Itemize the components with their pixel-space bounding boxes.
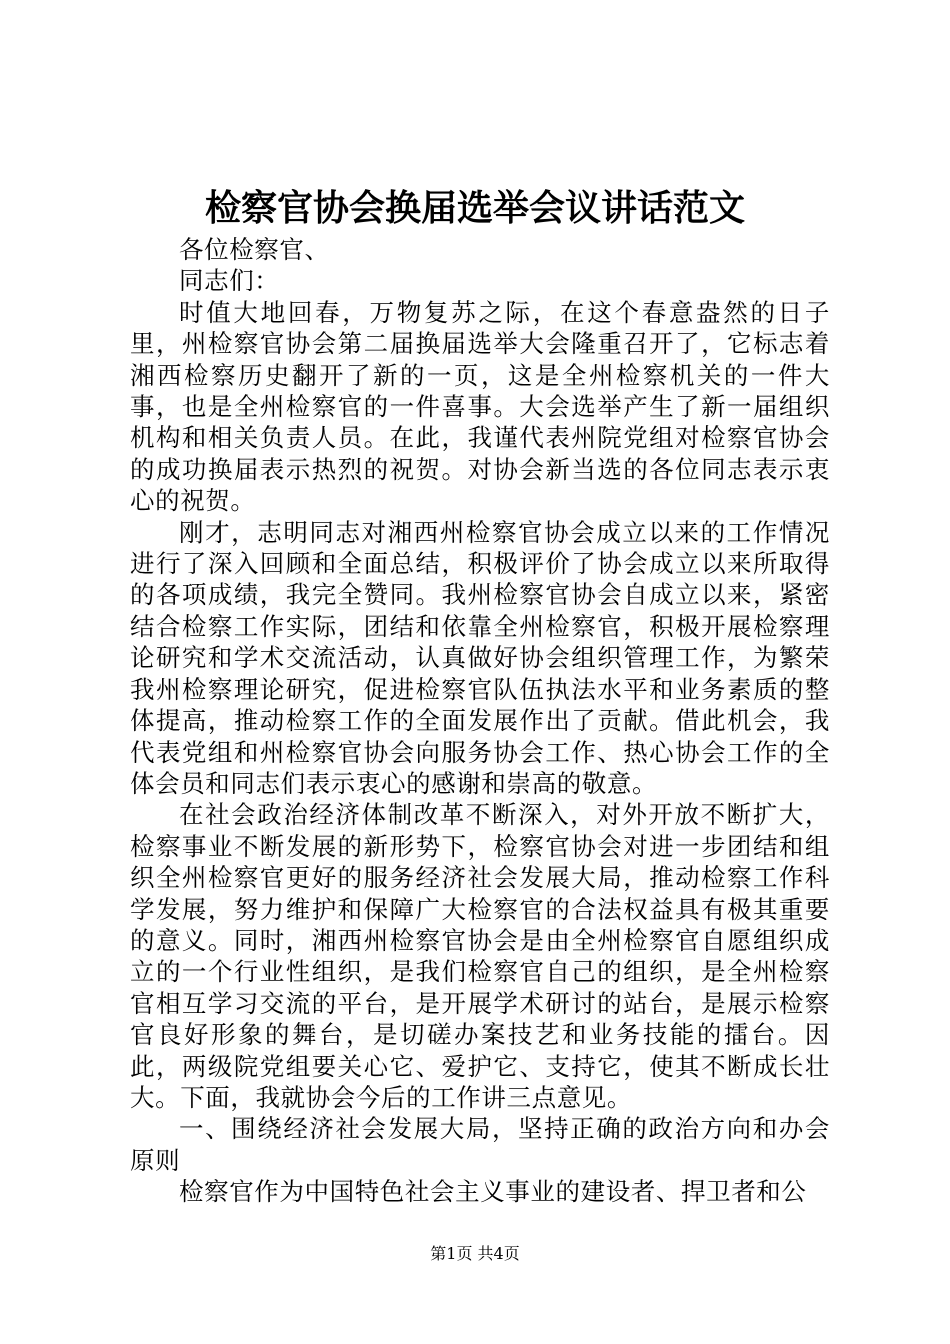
page-footer: 第1页 共4页 bbox=[430, 1244, 520, 1263]
page-title: 检察官协会换届选举会议讲话范文 bbox=[204, 187, 745, 229]
body-paragraph: 时值大地回春，万物复苏之际，在这个春意盎然的日子里，州检察官协会第二届换届选举大会隆重召开了，它标志着湘西检察历史翻开了新的一页，这是全州检察机关的一件大事，也是全州检察官的一件喜事。大会选举产生了新一届组织机构和相关负责人员。在此，我谨代表州院党组对检察官协会的成功换届表示热烈的祝贺。对协会新当选的各位同志表示衷心的祝贺。 bbox=[130, 297, 830, 516]
section-heading: 一、围绕经济社会发展大局，坚持正确的政治方向和办会原则 bbox=[130, 1114, 830, 1175]
body-paragraph: 刚才，志明同志对湘西州检察官协会成立以来的工作情况进行了深入回顾和全面总结，积极评价了协会成立以来所取得的各项成绩，我完全赞同。我州检察官协会自成立以来，紧密结合检察工作实际，团结和依靠全州检察官，积极开展检察理论研究和学术交流活动，认真做好协会组织管理工作，为繁荣我州检察理论研究，促进检察官队伍执法水平和业务素质的整体提高，推动检察工作的全面发展作出了贡献。借此机会，我代表党组和州检察官协会向服务协会工作、热心协会工作的全体会员和同志们表示衷心的感谢和崇高的敬意。 bbox=[130, 517, 830, 798]
body-paragraph: 在社会政治经济体制改革不断深入，对外开放不断扩大，检察事业不断发展的新形势下，检察官协会对进一步团结和组织全州检察官更好的服务经济社会发展大局，推动检察工作科学发展，努力维护和保障广大检察官的合法权益具有极其重要的意义。同时，湘西州检察官协会是由全州检察官自愿组织成立的一个行业性组织，是我们检察官自己的组织，是全州检察官相互学习交流的平台，是开展学术研讨的站台，是展示检察官良好形象的舞台，是切磋办案技艺和业务技能的擂台。因此，两级院党组要关心它、爱护它、支持它，使其不断成长壮大。下面，我就协会今后的工作讲三点意见。 bbox=[130, 800, 830, 1112]
document-body bbox=[130, 234, 830, 1208]
body-paragraph: 检察官作为中国特色社会主义事业的建设者、捍卫者和公 bbox=[179, 1177, 807, 1207]
salutation-line-2: 同志们： bbox=[179, 266, 280, 296]
salutation-line-1: 各位检察官、 bbox=[179, 235, 330, 264]
